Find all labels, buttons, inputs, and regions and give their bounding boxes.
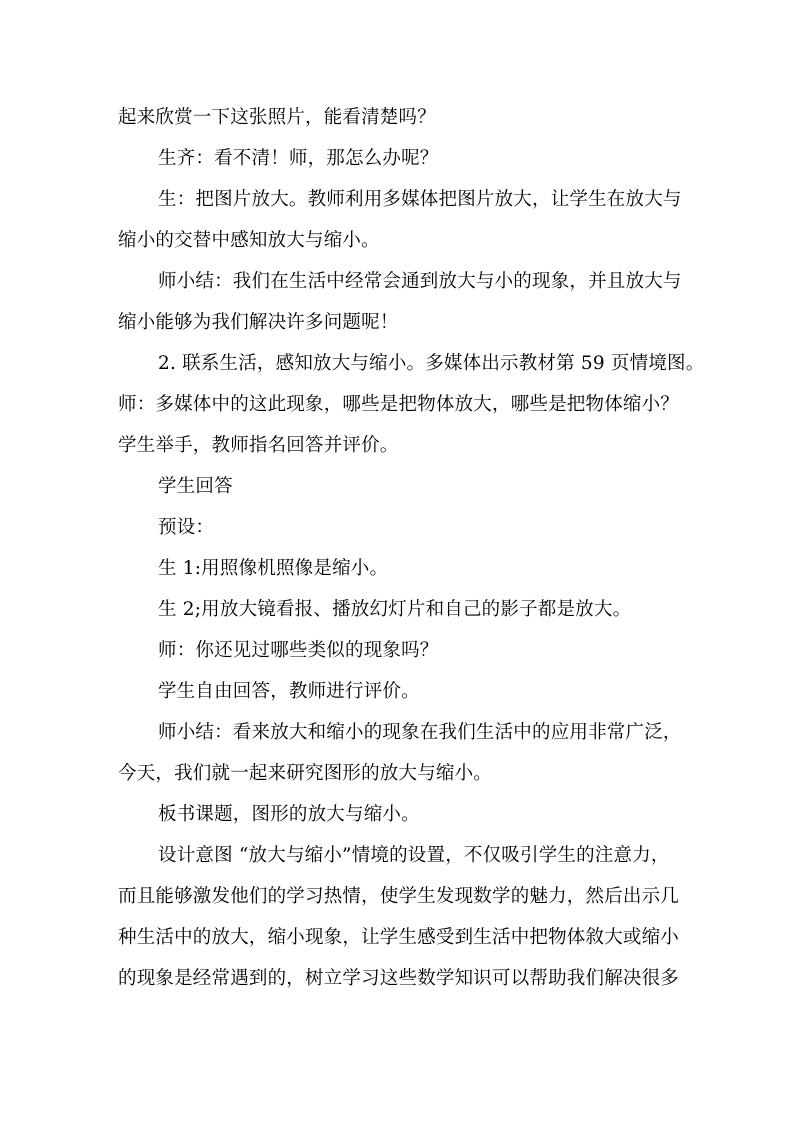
text-line: 而且能够激发他们的学习热情，使学生发现数学的魅力，然后出示几 bbox=[118, 886, 680, 907]
text-line: 师小结：我们在生活中经常会通到放大与小的现象，并且放大与 bbox=[158, 271, 682, 292]
text-line: 生 2;用放大镜看报、播放幻灯片和自己的影子都是放大。 bbox=[158, 599, 632, 620]
text-line: 起来欣赏一下这张照片，能看清楚吗？ bbox=[118, 107, 436, 128]
text-line: 生齐：看不清！师，那怎么办呢？ bbox=[158, 148, 439, 169]
text-line: 预设： bbox=[158, 517, 215, 538]
text-line: 2. 联系生活，感知放大与缩小。多媒体出示教材第 59 页情境图。 bbox=[158, 353, 705, 374]
text-line: 学生举手，教师指名回答并评价。 bbox=[118, 435, 399, 456]
text-line: 设计意图 “放大与缩小”情境的设置，不仅吸引学生的注意力， bbox=[158, 845, 670, 866]
text-line: 今天，我们就一起来研究图形的放大与缩小。 bbox=[118, 763, 493, 784]
text-line: 生：把图片放大。教师利用多媒体把图片放大，让学生在放大与 bbox=[158, 189, 682, 210]
text-line: 师：你还见过哪些类似的现象吗？ bbox=[158, 640, 439, 661]
text-line: 种生活中的放大，缩小现象，让学生感受到生活中把物体敘大或缩小 bbox=[118, 927, 680, 948]
text-line: 学生自由回答，教师进行评价。 bbox=[158, 681, 420, 702]
text-line: 缩小能够为我们解决许多问题呢！ bbox=[118, 312, 399, 333]
text-line: 缩小的交替中感知放大与缩小。 bbox=[118, 230, 380, 251]
text-line: 师小结：看来放大和缩小的现象在我们生活中的应用非常广泛， bbox=[158, 722, 682, 743]
text-line: 学生回答 bbox=[158, 476, 233, 497]
text-line: 板书课题，图形的放大与缩小。 bbox=[158, 804, 420, 825]
text-line: 生 1:用照像机照像是缩小。 bbox=[158, 558, 389, 579]
text-line: 的现象是经常遇到的，树立学习这些数学知识可以帮助我们解决很多 bbox=[118, 968, 680, 989]
text-line: 师：多媒体中的这此现象，哪些是把物体放大，哪些是把物体缩小？ bbox=[118, 394, 680, 415]
